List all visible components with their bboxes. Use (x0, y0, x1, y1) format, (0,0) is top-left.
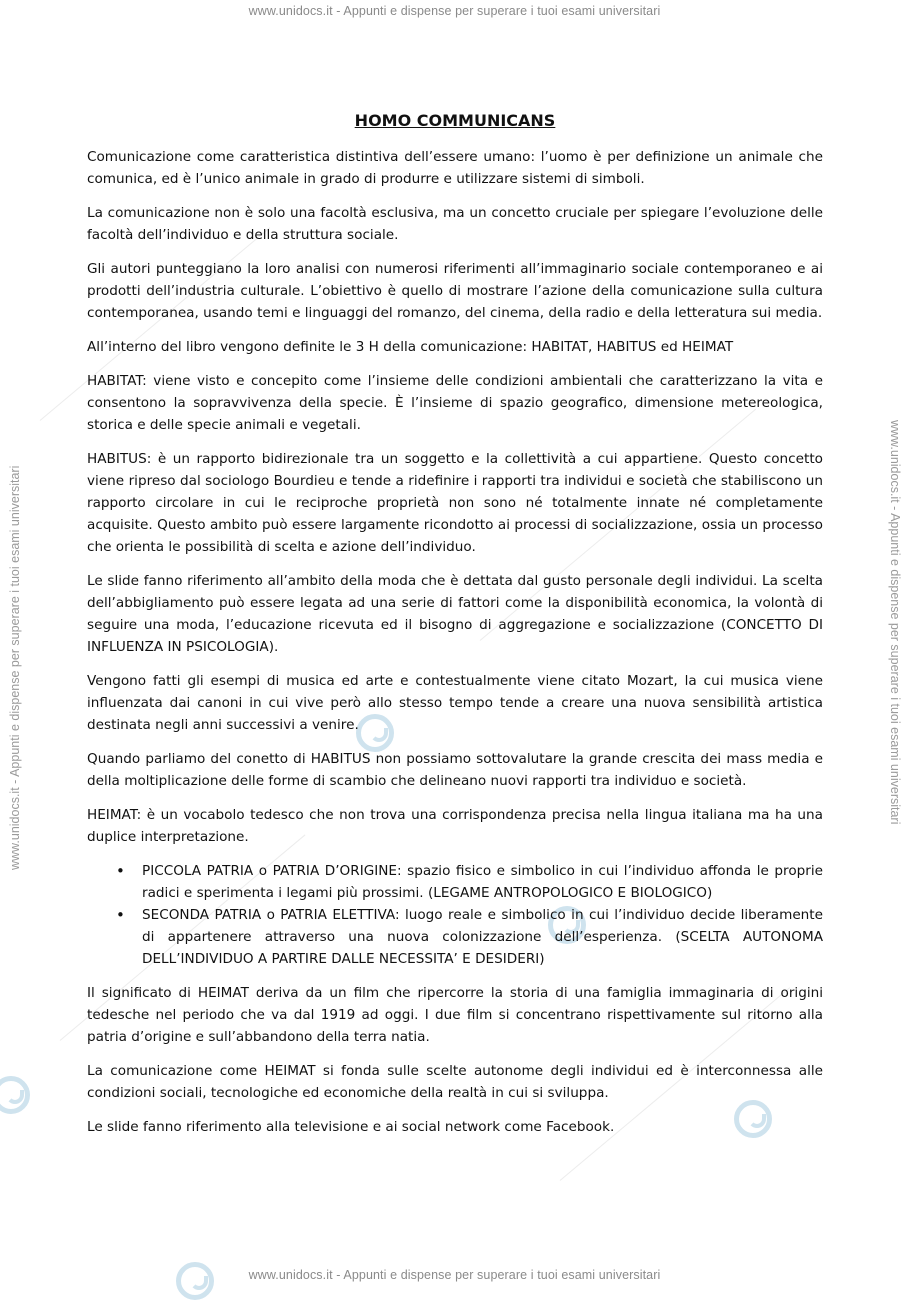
paragraph: Comunicazione come caratteristica distintiva dell’essere umano: l’uomo è per definizione un animale che comunica, ed è l’unico animale in grado di produrre e utilizzare sistemi di simboli. (87, 149, 823, 187)
bullet-list (87, 860, 823, 970)
watermark-side-right: www.unidocs.it - Appunti e dispense per superare i tuoi esami universitari (888, 420, 902, 825)
document-title: HOMO COMMUNICANS (354, 111, 556, 130)
paragraph: Le slide fanno riferimento all’ambito della moda che è dettata dal gusto personale degli individui. La scelta dell’abbigliamento può essere legata ad una serie di fattori come la disponibilità economica, la volontà di seguire una moda, l’educazione ricevuta ed il bisogno di aggregazione e socializzazione (CONCETTO DI INFLUENZA IN PSICOLOGIA). (87, 573, 823, 655)
paragraph: La comunicazione non è solo una facoltà esclusiva, ma un concetto cruciale per spiegare l’evoluzione delle facoltà dell’individuo e della struttura sociale. (87, 205, 823, 243)
paragraph: Gli autori punteggiano la loro analisi con numerosi riferimenti all’immaginario sociale contemporaneo e ai prodotti dell’industria culturale. L’obiettivo è quello di mostrare l’azione della comunicazione sulla cultura contemporanea, usando temi e linguaggi del romanzo, del cinema, della radio e della letteratura sui media. (87, 261, 823, 321)
watermark-footer: www.unidocs.it - Appunti e dispense per superare i tuoi esami universitari (248, 1268, 661, 1282)
paragraph: Il significato di HEIMAT deriva da un film che ripercorre la storia di una famiglia immaginaria di origini tedesche nel periodo che va dal 1919 ad oggi. I due film si concentrano rispettivamente sul ritorno alla patria d’origine e sull’abbandono della terra natia. (87, 985, 823, 1045)
paragraph: Quando parliamo del conetto di HABITUS non possiamo sottovalutare la grande crescita dei mass media e della moltiplicazione delle forme di scambio che delineano nuovi rapporti tra individuo e società. (87, 751, 823, 789)
unidocs-logo-icon (0, 1076, 30, 1114)
list-item: • PICCOLA PATRIA o PATRIA D’ORIGINE: spazio fisico e simbolico in cui l’individuo affonda le proprie radici e sperimenta i legami più prossimi. (LEGAME ANTROPOLOGICO E BIOLOGICO) (142, 860, 823, 904)
watermark-side-left: www.unidocs.it - Appunti e dispense per superare i tuoi esami universitari (8, 465, 22, 870)
watermark-header: www.unidocs.it - Appunti e dispense per superare i tuoi esami universitari (248, 4, 661, 18)
paragraph: All’interno del libro vengono definite le 3 H della comunicazione: HABITAT, HABITUS ed HEIMAT (87, 339, 734, 355)
paragraph: Vengono fatti gli esempi di musica ed arte e contestualmente viene citato Mozart, la cui musica viene influenzata dai canoni in cui vive però allo stesso tempo tende a creare una nuova sensibilità artistica destinata negli anni successivi a venire. (87, 673, 823, 733)
paragraph: HEIMAT: è un vocabolo tedesco che non trova una corrispondenza precisa nella lingua italiana ma ha una duplice interpretazione. (87, 807, 823, 845)
paragraph: HABITAT: viene visto e concepito come l’insieme delle condizioni ambientali che caratterizzano la vita e consentono la sopravvivenza della specie. È l’insieme di spazio geografico, dimensione metereologica, storica e delle specie animali e vegetali. (87, 373, 823, 433)
list-item: • SECONDA PATRIA o PATRIA ELETTIVA: luogo reale e simbolico in cui l’individuo decide liberamente di appartenere attraverso una nuova colonizzazione dell’esperienza. (SCELTA AUTONOMA DELL’INDIVIDUO A PARTIRE DALLE NECESSITA’ E DESIDERI) (142, 904, 823, 970)
document-page (87, 110, 823, 1150)
paragraph: La comunicazione come HEIMAT si fonda sulle scelte autonome degli individui ed è interconnessa alle condizioni sociali, tecnologiche ed economiche della realtà in cui si sviluppa. (87, 1063, 823, 1101)
paragraph: HABITUS: è un rapporto bidirezionale tra un soggetto e la collettività a cui appartiene. Questo concetto viene ripreso dal sociologo Bourdieu e tende a ridefinire i rapporti tra individui e società che stabiliscono un rapporto circolare in cui le reciproche proprietà non sono né totalmente innate né completamente acquisite. Questo ambito può essere largamente ricondotto ai processi di socializzazione, ossia un processo che orienta le possibilità di scelta e azione dell’individuo. (87, 451, 823, 555)
paragraph: Le slide fanno riferimento alla televisione e ai social network come Facebook. (87, 1119, 615, 1135)
